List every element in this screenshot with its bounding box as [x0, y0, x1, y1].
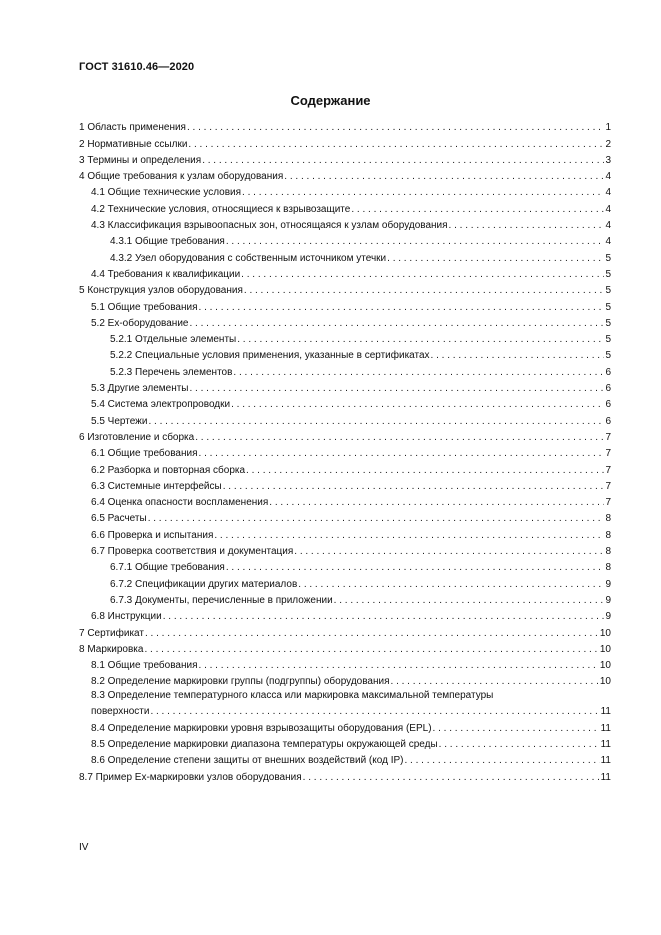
- toc-entry-label: 2 Нормативные ссылки: [79, 138, 188, 150]
- toc-leader-dots: [284, 170, 604, 184]
- toc-entry-page: 4: [605, 171, 611, 183]
- toc-entry[interactable]: [79, 168, 611, 184]
- toc-entry[interactable]: [79, 152, 611, 168]
- toc-entry[interactable]: [79, 412, 611, 428]
- toc-leader-dots: [202, 154, 604, 168]
- toc-entry-page: 5: [605, 317, 611, 329]
- toc-leader-dots: [214, 529, 604, 543]
- toc-entry-page: 9: [605, 611, 611, 623]
- toc-entry-label-continued: поверхности: [91, 706, 150, 718]
- toc-entry-label: 4.2 Технические условия, относящиеся к взрывозащите: [91, 203, 351, 215]
- toc-entry-label: 5.1 Общие требования: [91, 301, 198, 313]
- toc-entry-page: 7: [605, 448, 611, 460]
- toc-entry[interactable]: [79, 445, 611, 461]
- toc-entry-page: 9: [605, 594, 611, 606]
- toc-entry-page: 4: [605, 187, 611, 199]
- toc-leader-dots: [199, 659, 599, 673]
- toc-leader-dots: [433, 722, 600, 736]
- toc-entry[interactable]: [79, 608, 611, 624]
- toc-entry-label: 8.2 Определение маркировки группы (подгруппы) оборудования: [91, 676, 390, 688]
- toc-entry-page: 5: [605, 350, 611, 362]
- toc-entry-label: 6.7.3 Документы, перечисленные в приложении: [110, 594, 333, 606]
- toc-entry-page: 4: [605, 236, 611, 248]
- toc-entry-label: 5.5 Чертежи: [91, 415, 148, 427]
- toc-entry[interactable]: [79, 510, 611, 526]
- toc-leader-dots: [391, 675, 599, 689]
- toc-leader-dots: [241, 268, 604, 282]
- toc-leader-dots: [294, 545, 604, 559]
- toc-entry-label: 8.4 Определение маркировки уровня взрывозащиты оборудования (EPL): [91, 722, 432, 734]
- toc-entry-page: 5: [605, 285, 611, 297]
- toc-leader-dots: [148, 512, 605, 526]
- toc-entry[interactable]: [79, 396, 611, 412]
- toc-entry-label: 5.2 Ex-оборудование: [91, 317, 189, 329]
- toc-entry[interactable]: [79, 315, 611, 331]
- toc-leader-dots: [195, 431, 604, 445]
- toc-entry-label: 4.1 Общие технические условия: [91, 187, 242, 199]
- toc-entry-label: 1 Область применения: [79, 122, 186, 134]
- toc-entry[interactable]: [79, 331, 611, 347]
- toc-entry-label: 5.3 Другие элементы: [91, 383, 189, 395]
- toc-entry[interactable]: [79, 575, 611, 591]
- toc-entry-page: 1: [605, 122, 611, 134]
- toc-entry[interactable]: [79, 689, 611, 719]
- toc-entry-page: 5: [605, 252, 611, 264]
- toc-leader-dots: [189, 317, 604, 331]
- toc-entry-label: 6.2 Разборка и повторная сборка: [91, 464, 246, 476]
- toc-entry-label: 8.3 Определение температурного класса или маркировка максимальной температуры: [91, 690, 494, 702]
- toc-entry[interactable]: [79, 559, 611, 575]
- toc-leader-dots: [188, 138, 604, 152]
- toc-entry-label: 6.7 Проверка соответствия и документация: [91, 546, 294, 558]
- toc-entry-page: 5: [605, 301, 611, 313]
- toc-entry-page: 7: [605, 480, 611, 492]
- toc-entry-page: 7: [605, 431, 611, 443]
- toc-leader-dots: [189, 382, 604, 396]
- toc-entry-label: 4.3.2 Узел оборудования с собственным источником утечки: [110, 252, 387, 264]
- toc-entry[interactable]: [79, 752, 611, 768]
- toc-entry-label: 6.1 Общие требования: [91, 448, 198, 460]
- toc-entry-page: 8: [605, 546, 611, 558]
- toc-entry-page: 8: [605, 529, 611, 541]
- toc-entry-label: 8.1 Общие требования: [91, 660, 198, 672]
- toc-entry-page: 4: [605, 220, 611, 232]
- toc-entry-label: 5.4 Система электропроводки: [91, 399, 231, 411]
- toc-leader-dots: [233, 366, 604, 380]
- toc-entry[interactable]: [79, 119, 611, 135]
- toc-entry[interactable]: [79, 135, 611, 151]
- toc-entry[interactable]: [79, 624, 611, 640]
- toc-leader-dots: [148, 415, 604, 429]
- toc-entry[interactable]: [79, 543, 611, 559]
- toc-leader-dots: [269, 496, 604, 510]
- toc-entry-label: 6.5 Расчеты: [91, 513, 147, 525]
- toc-leader-dots: [431, 349, 605, 363]
- toc-leader-dots: [231, 398, 604, 412]
- toc-leader-dots: [246, 464, 604, 478]
- toc-leader-dots: [223, 480, 605, 494]
- toc-leader-dots: [351, 203, 604, 217]
- toc-entry[interactable]: [79, 461, 611, 477]
- toc-entry[interactable]: [79, 217, 611, 233]
- toc-entry-label: 8.5 Определение маркировки диапазона температуры окружающей среды: [91, 738, 438, 750]
- toc-leader-dots: [298, 578, 604, 592]
- toc-entry-label: 8.6 Определение степени защиты от внешних воздействий (код IP): [91, 755, 404, 767]
- toc-entry-page: 11: [600, 755, 611, 767]
- toc-entry-page: 6: [605, 383, 611, 395]
- toc-leader-dots: [334, 594, 605, 608]
- toc-entry[interactable]: [79, 478, 611, 494]
- toc-entry[interactable]: [79, 592, 611, 608]
- toc-entry-page: 5: [605, 268, 611, 280]
- document-code: ГОСТ 31610.46—2020: [79, 61, 195, 73]
- toc-entry-page: 11: [600, 738, 611, 750]
- toc-entry-label: 4.3.1 Общие требования: [110, 236, 225, 248]
- toc-entry-page: 10: [599, 676, 611, 688]
- toc-leader-dots: [226, 235, 605, 249]
- toc-entry[interactable]: [79, 298, 611, 314]
- toc-entry-label: 8 Маркировка: [79, 643, 144, 655]
- toc-entry[interactable]: [79, 363, 611, 379]
- toc-entry-page: 9: [605, 578, 611, 590]
- toc-entry-label: 8.7 Пример Ex-маркировки узлов оборудования: [79, 771, 302, 783]
- toc-entry-page: 10: [599, 643, 611, 655]
- toc-entry-page: 7: [605, 464, 611, 476]
- toc-entry-label: 4.4 Требования к квалификации: [91, 268, 241, 280]
- toc-entry-page: 11: [600, 706, 611, 718]
- toc-entry-page: 11: [600, 771, 611, 783]
- toc-entry-label: 6.4 Оценка опасности воспламенения: [91, 497, 269, 509]
- toc-entry-page: 6: [605, 399, 611, 411]
- toc-leader-dots: [163, 610, 605, 624]
- toc-leader-dots: [439, 738, 600, 752]
- toc-entry-label: 6.3 Системные интерфейсы: [91, 480, 222, 492]
- toc-entry-label: 6.7.1 Общие требования: [110, 562, 225, 574]
- toc-entry-page: 7: [605, 497, 611, 509]
- toc-leader-dots: [242, 186, 604, 200]
- toc-entry-label: 3 Термины и определения: [79, 154, 202, 166]
- toc-entry[interactable]: [79, 494, 611, 510]
- toc-entry-label: 6.6 Проверка и испытания: [91, 529, 214, 541]
- toc-entry-page: 11: [600, 722, 611, 734]
- toc-leader-dots: [144, 643, 598, 657]
- toc-leader-dots: [244, 284, 605, 298]
- toc-entry-label: 5 Конструкция узлов оборудования: [79, 285, 243, 297]
- toc-leader-dots: [150, 705, 599, 719]
- toc-title: Содержание: [290, 93, 371, 108]
- toc-entry-label: 6.7.2 Спецификации других материалов: [110, 578, 298, 590]
- toc-leader-dots: [187, 121, 604, 135]
- toc-entry[interactable]: [79, 736, 611, 752]
- toc-entry[interactable]: [79, 673, 611, 689]
- toc-entry-label: 5.2.2 Специальные условия применения, указанные в сертификатах: [110, 350, 430, 362]
- toc-entry[interactable]: [79, 641, 611, 657]
- toc-entry-label: 6.8 Инструкции: [91, 611, 162, 623]
- toc-entry-page: 8: [605, 513, 611, 525]
- toc-entry-label: 7 Сертификат: [79, 627, 144, 639]
- page-number: IV: [79, 842, 89, 853]
- toc-entry[interactable]: [79, 184, 611, 200]
- toc-leader-dots: [145, 627, 599, 641]
- toc-entry-label: 5.2.1 Отдельные элементы: [110, 334, 237, 346]
- toc-entry-label: 4.3 Классификация взрывоопасных зон, относящаяся к узлам оборудования: [91, 220, 448, 232]
- toc-entry-label: 6 Изготовление и сборка: [79, 431, 195, 443]
- toc-entry-page: 2: [605, 138, 611, 150]
- toc-entry[interactable]: [79, 768, 611, 784]
- toc-entry[interactable]: [79, 719, 611, 735]
- toc-entry[interactable]: [79, 429, 611, 445]
- toc-entry[interactable]: [79, 657, 611, 673]
- toc-entry[interactable]: [79, 282, 611, 298]
- toc-entry-page: 10: [599, 660, 611, 672]
- toc-entry-page: 5: [605, 334, 611, 346]
- toc-entry[interactable]: [79, 249, 611, 265]
- toc-entry-page: 8: [605, 562, 611, 574]
- toc-entry-page: 3: [605, 154, 611, 166]
- toc-entry[interactable]: [79, 380, 611, 396]
- toc-entry[interactable]: [79, 200, 611, 216]
- toc-entry[interactable]: [79, 526, 611, 542]
- toc-entry-page: 6: [605, 366, 611, 378]
- toc-entry-label: 5.2.3 Перечень элементов: [110, 366, 233, 378]
- table-of-contents: [79, 119, 611, 785]
- toc-leader-dots: [237, 333, 604, 347]
- toc-leader-dots: [387, 252, 604, 266]
- toc-leader-dots: [404, 754, 599, 768]
- toc-leader-dots: [226, 561, 605, 575]
- toc-entry-label: 4 Общие требования к узлам оборудования: [79, 171, 284, 183]
- toc-entry[interactable]: [79, 347, 611, 363]
- toc-leader-dots: [199, 301, 605, 315]
- toc-leader-dots: [199, 447, 605, 461]
- toc-entry[interactable]: [79, 266, 611, 282]
- toc-entry-page: 4: [605, 203, 611, 215]
- toc-leader-dots: [303, 771, 600, 785]
- toc-entry-page: 10: [599, 627, 611, 639]
- toc-entry-page: 6: [605, 415, 611, 427]
- toc-leader-dots: [449, 219, 605, 233]
- toc-entry[interactable]: [79, 233, 611, 249]
